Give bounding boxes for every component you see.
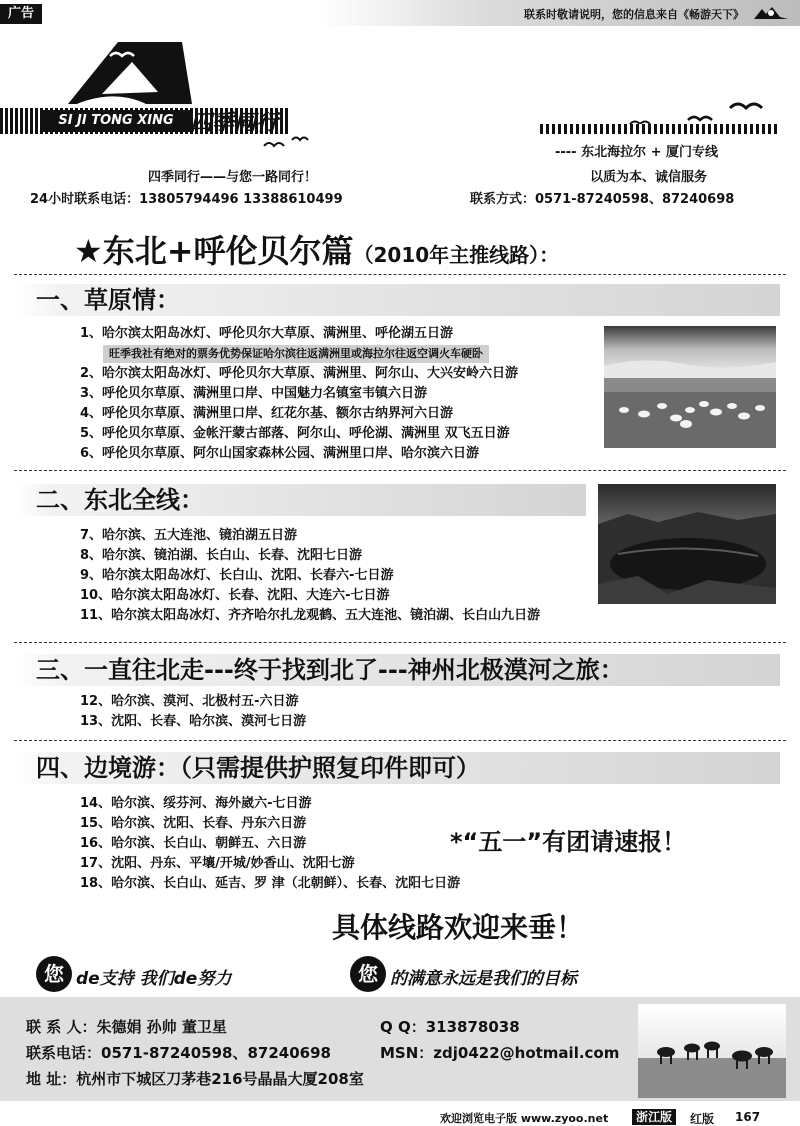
browse-website: 欢迎浏览电子版 www.zyoo.net — [440, 1112, 609, 1125]
divider — [14, 274, 786, 275]
title-main: 东北+呼伦贝尔篇 — [102, 232, 354, 270]
list-item: 2、哈尔滨太阳岛冰灯、呼伦贝尔大草原、满洲里、阿尔山、大兴安岭六日游 — [80, 366, 519, 381]
list-item: 12、哈尔滨、漠河、北极村五-六日游 — [80, 694, 299, 709]
contact-phones: 联系方式：0571-87240598、87240698 — [470, 192, 735, 207]
list-item: 6、呼伦贝尔草原、阿尔山国家森林公园、满洲里口岸、哈尔滨六日游 — [80, 446, 480, 461]
route-list-mohe — [80, 692, 306, 732]
list-item: 10、哈尔滨太阳岛冰灯、长春、沈阳、大连六-七日游 — [80, 588, 390, 603]
may-day-notice: *“五一”有团请速报！ — [450, 828, 687, 856]
pledge-left: de支持 我们de努力 — [76, 969, 232, 989]
service-motto: 以质为本、诚信服务 — [590, 170, 708, 185]
page-title — [74, 226, 559, 272]
section-heading-grassland: 一、草原情： — [16, 284, 780, 316]
contact-phone: 联系电话：0571-87240598、87240698 — [26, 1044, 331, 1062]
right-stripe-band — [540, 124, 780, 134]
list-item: 7、哈尔滨、五大连池、镜泊湖五日游 — [80, 528, 298, 543]
divider — [14, 740, 786, 741]
list-item: 14、哈尔滨、绥芬河、海外崴六-七日游 — [80, 796, 312, 811]
edition-badge: 浙江版 — [632, 1109, 676, 1125]
you-badge-icon: 您 — [36, 956, 72, 992]
list-item: 1、哈尔滨太阳岛冰灯、呼伦贝尔大草原、满洲里、呼伦湖五日游 — [80, 326, 454, 341]
route-list-border — [80, 794, 460, 894]
you-badge-icon: 您 — [350, 956, 386, 992]
list-item: 16、哈尔滨、长白山、朝鲜五、六日游 — [80, 836, 307, 851]
list-item: 18、哈尔滨、长白山、延吉、罗 津（北朝鲜）、长春、沈阳七日游 — [80, 876, 461, 891]
magazine-logo-icon — [752, 5, 790, 21]
office-address: 地 址：杭州市下城区刀茅巷216号晶晶大厦208室 — [26, 1070, 364, 1088]
qq-number: Q Q：313878038 — [380, 1018, 520, 1036]
list-item: 13、沈阳、长春、哈尔滨、漠河七日游 — [80, 714, 307, 729]
welcome-inquiry: 具体线路欢迎来垂！ — [332, 911, 585, 944]
page-number: 167 — [735, 1110, 761, 1124]
crater-lake-photo — [598, 484, 776, 604]
slogan: 四季同行——与您一路同行！ — [148, 170, 318, 185]
special-route-line: ---- 东北海拉尔 + 厦门专线 — [555, 145, 719, 160]
section-heading-border: 四、边境游：（只需提供护照复印件即可） — [16, 752, 780, 784]
list-item: 17、沈阳、丹东、平壤/开城/妙香山、沈阳七游 — [80, 856, 355, 871]
list-item: 8、哈尔滨、镜泊湖、长白山、长春、沈阳七日游 — [80, 548, 363, 563]
divider — [14, 642, 786, 643]
list-item: 4、呼伦贝尔草原、满洲里口岸、红花尔基、额尔古纳界河六日游 — [80, 406, 454, 421]
grassland-sheep-photo — [604, 326, 776, 448]
list-item: 5、呼伦贝尔草原、金帐汗蒙古部落、阿尔山、呼伦湖、满洲里 双飞五日游 — [80, 426, 510, 441]
hotline: 24小时联系电话：13805794496 13388610499 — [30, 192, 343, 207]
camel-caravan-photo — [638, 1004, 786, 1098]
source-note: 联系时敬请说明，您的信息来自《畅游天下》 — [524, 8, 744, 21]
brand-cn-name: 四季同行 — [190, 111, 279, 136]
msn-address: MSN：zdj0422@hotmail.com — [380, 1044, 620, 1062]
route-list-grassland-cont — [80, 364, 518, 464]
brand-latin-name: SI JI TONG XING — [42, 110, 190, 132]
contact-person: 联 系 人：朱德娟 孙帅 董卫星 — [26, 1018, 227, 1036]
section-heading-mohe: 三、一直往北走---终于找到北了---神州北极漠河之旅： — [16, 654, 780, 686]
title-year: （2010年主推线路）： — [353, 243, 560, 267]
route-list-northeast — [80, 526, 540, 626]
small-birds-icon — [260, 132, 320, 158]
list-item: 3、呼伦贝尔草原、满洲里口岸、中国魅力名镇室韦镇六日游 — [80, 386, 428, 401]
ticket-advantage-note: 旺季我社有绝对的票务优势保证哈尔滨往返满洲里或海拉尔往返空调火车硬卧 — [103, 345, 489, 363]
list-item: 15、哈尔滨、沈阳、长春、丹东六日游 — [80, 816, 307, 831]
route-list-grassland — [80, 324, 453, 344]
star-icon: ★ — [74, 232, 103, 270]
list-item: 11、哈尔滨太阳岛冰灯、齐齐哈尔扎龙观鹤、五大连池、镜泊湖、长白山九日游 — [80, 608, 541, 623]
list-item: 9、哈尔滨太阳岛冰灯、长白山、沈阳、长春六-七日游 — [80, 568, 394, 583]
divider — [14, 470, 786, 471]
red-edition-label: 红版 — [690, 1112, 715, 1126]
top-banner — [0, 0, 800, 26]
pledge-right: 的满意永远是我们的目标 — [390, 969, 577, 989]
section-heading-northeast: 二、东北全线： — [16, 484, 586, 516]
ad-tag: 广告 — [0, 4, 42, 24]
